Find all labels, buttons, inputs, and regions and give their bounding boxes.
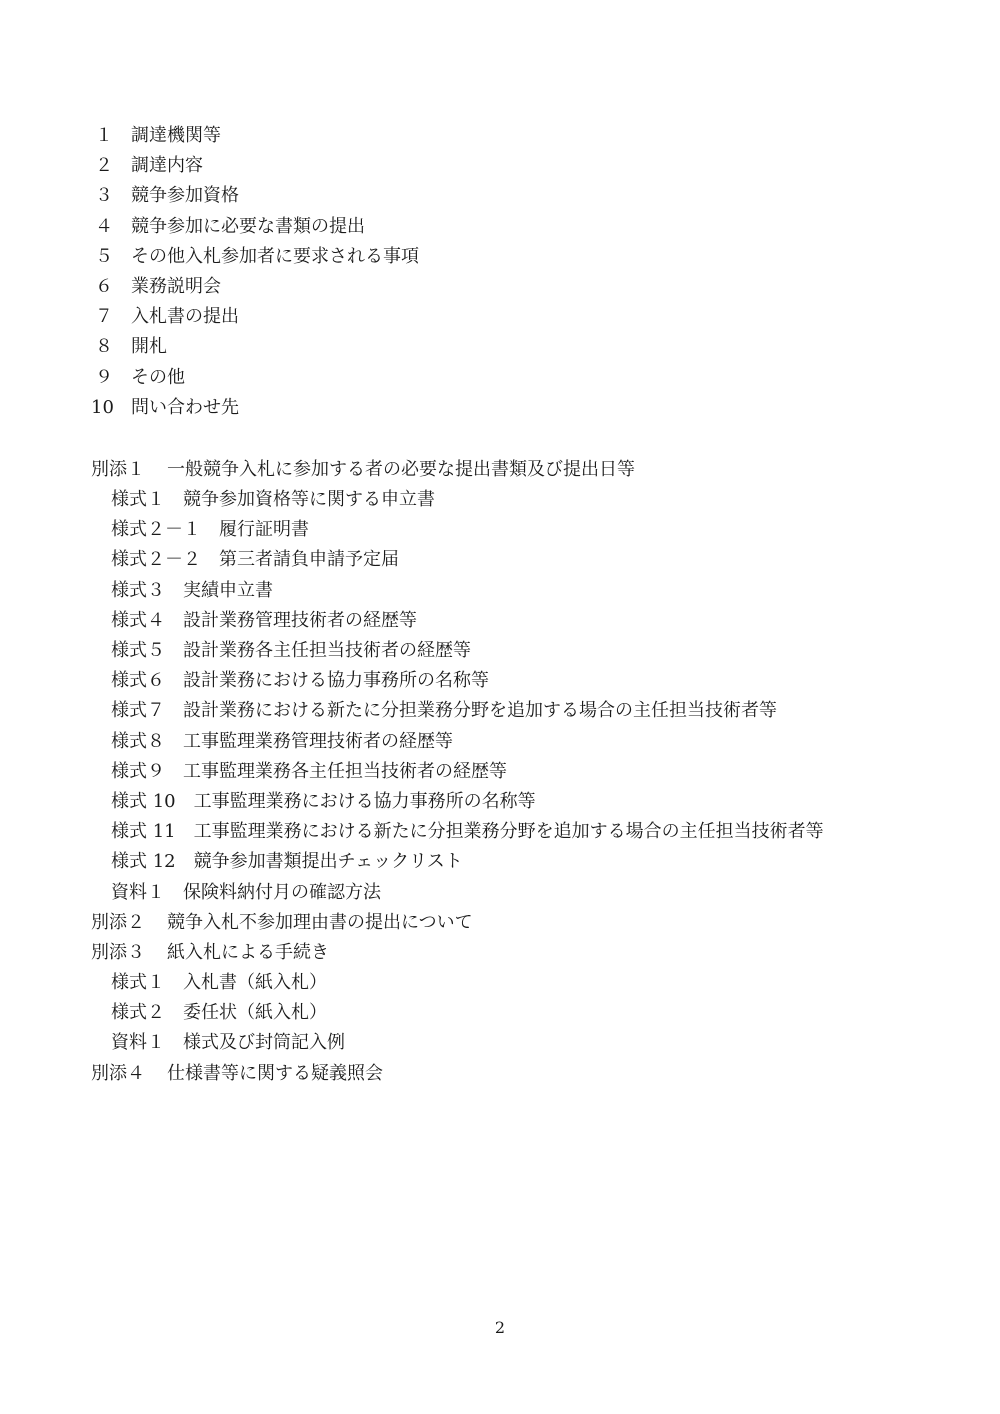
form-item	[91, 787, 951, 817]
toc-section-item	[91, 302, 951, 332]
form-label: 様式２－２	[111, 549, 201, 571]
form-item	[91, 545, 951, 575]
toc-section-item	[91, 272, 951, 302]
attachment-item	[91, 1059, 951, 1089]
form-title: 第三者請負申請予定届	[219, 549, 399, 571]
form-title: 入札書（紙入札）	[183, 972, 327, 994]
toc-section-item	[91, 332, 951, 362]
form-label: 様式１	[111, 489, 165, 511]
form-title: 実績申立書	[183, 579, 273, 601]
section-number: ６	[95, 275, 113, 297]
toc-section-item	[91, 151, 951, 181]
attachment-title: 仕様書等に関する疑義照会	[167, 1062, 383, 1084]
form-label: 様式２－１	[111, 519, 201, 541]
form-item	[91, 696, 951, 726]
form-item	[91, 666, 951, 696]
table-of-contents	[91, 121, 951, 1089]
form-label: 様式８	[111, 730, 165, 752]
form-item	[91, 968, 951, 998]
form-label: 様式９	[111, 760, 165, 782]
attachment-item	[91, 908, 951, 938]
attachment-title: 一般競争入札に参加する者の必要な提出書類及び提出日等	[167, 458, 635, 480]
form-label: 様式３	[111, 579, 165, 601]
form-item	[91, 817, 951, 847]
form-item	[91, 636, 951, 666]
section-title: 調達機関等	[131, 125, 221, 146]
form-item	[91, 757, 951, 787]
toc-section-item	[91, 212, 951, 242]
form-title: 設計業務管理技術者の経歴等	[183, 609, 417, 631]
section-title: 競争参加資格	[131, 185, 239, 207]
form-title: 工事監理業務管理技術者の経歴等	[183, 730, 453, 752]
form-title: 工事監理業務における新たに分担業務分野を追加する場合の主任担当技術者等	[193, 821, 824, 843]
form-label: 様式２	[111, 1002, 165, 1024]
attachment-label: 別添１	[91, 458, 145, 480]
form-label: 資料１	[111, 881, 165, 903]
form-label: 様式６	[111, 670, 165, 692]
attachment-label: 別添２	[91, 911, 145, 933]
form-title: 保険料納付月の確認方法	[183, 881, 381, 903]
form-label: 様式 10	[111, 790, 176, 812]
attachment-title: 紙入札による手続き	[167, 941, 329, 963]
attachment-item	[91, 455, 951, 485]
form-item	[91, 576, 951, 606]
section-number: ８	[95, 336, 113, 358]
form-title: 設計業務各主任担当技術者の経歴等	[183, 640, 471, 661]
attachment-label: 別添４	[91, 1062, 145, 1084]
section-title: 調達内容	[131, 155, 203, 177]
form-label: 様式７	[111, 700, 165, 722]
form-item	[91, 515, 951, 545]
section-list	[91, 121, 951, 423]
section-number: １	[95, 125, 113, 146]
attachment-list	[91, 455, 951, 1089]
form-label: 様式５	[111, 640, 165, 661]
form-item	[91, 606, 951, 636]
section-title: その他入札参加者に要求される事項	[131, 245, 419, 267]
toc-section-item	[91, 181, 951, 211]
form-title: 設計業務における新たに分担業務分野を追加する場合の主任担当技術者等	[183, 700, 777, 722]
section-number: ７	[95, 306, 113, 328]
form-title: 競争参加書類提出チェックリスト	[193, 851, 463, 873]
attachment-label: 別添３	[91, 941, 145, 963]
form-label: 様式 12	[111, 851, 176, 873]
toc-section-item	[91, 121, 951, 151]
form-label: 様式４	[111, 609, 165, 631]
toc-section-item	[91, 393, 951, 423]
section-number: ９	[95, 366, 113, 388]
form-title: 設計業務における協力事務所の名称等	[183, 670, 489, 692]
section-number: ５	[95, 245, 113, 267]
form-title: 委任状（紙入札）	[183, 1002, 327, 1024]
list-spacer	[91, 423, 951, 455]
form-title: 工事監理業務各主任担当技術者の経歴等	[183, 760, 507, 782]
form-item	[91, 727, 951, 757]
section-number: ２	[95, 155, 113, 177]
toc-section-item	[91, 242, 951, 272]
form-item	[91, 998, 951, 1028]
attachment-item	[91, 938, 951, 968]
section-number: 10	[91, 396, 114, 418]
form-title: 履行証明書	[219, 519, 309, 541]
form-title: 競争参加資格等に関する申立書	[183, 489, 435, 511]
section-title: その他	[131, 366, 185, 388]
section-title: 入札書の提出	[131, 306, 239, 328]
section-title: 問い合わせ先	[131, 396, 239, 418]
form-title: 工事監理業務における協力事務所の名称等	[193, 790, 536, 812]
page-number: 2	[494, 1318, 506, 1337]
toc-section-item	[91, 363, 951, 393]
attachment-title: 競争入札不参加理由書の提出について	[167, 911, 473, 933]
section-title: 競争参加に必要な書類の提出	[131, 215, 365, 237]
form-label: 資料１	[111, 1032, 165, 1054]
form-label: 様式１	[111, 972, 165, 994]
form-item	[91, 878, 951, 908]
section-title: 開札	[131, 336, 167, 358]
section-title: 業務説明会	[131, 275, 221, 297]
form-item	[91, 485, 951, 515]
form-item	[91, 1028, 951, 1058]
form-label: 様式 11	[111, 821, 176, 843]
section-number: ３	[95, 185, 113, 207]
form-title: 様式及び封筒記入例	[183, 1032, 345, 1054]
form-item	[91, 847, 951, 877]
section-number: ４	[95, 215, 113, 237]
